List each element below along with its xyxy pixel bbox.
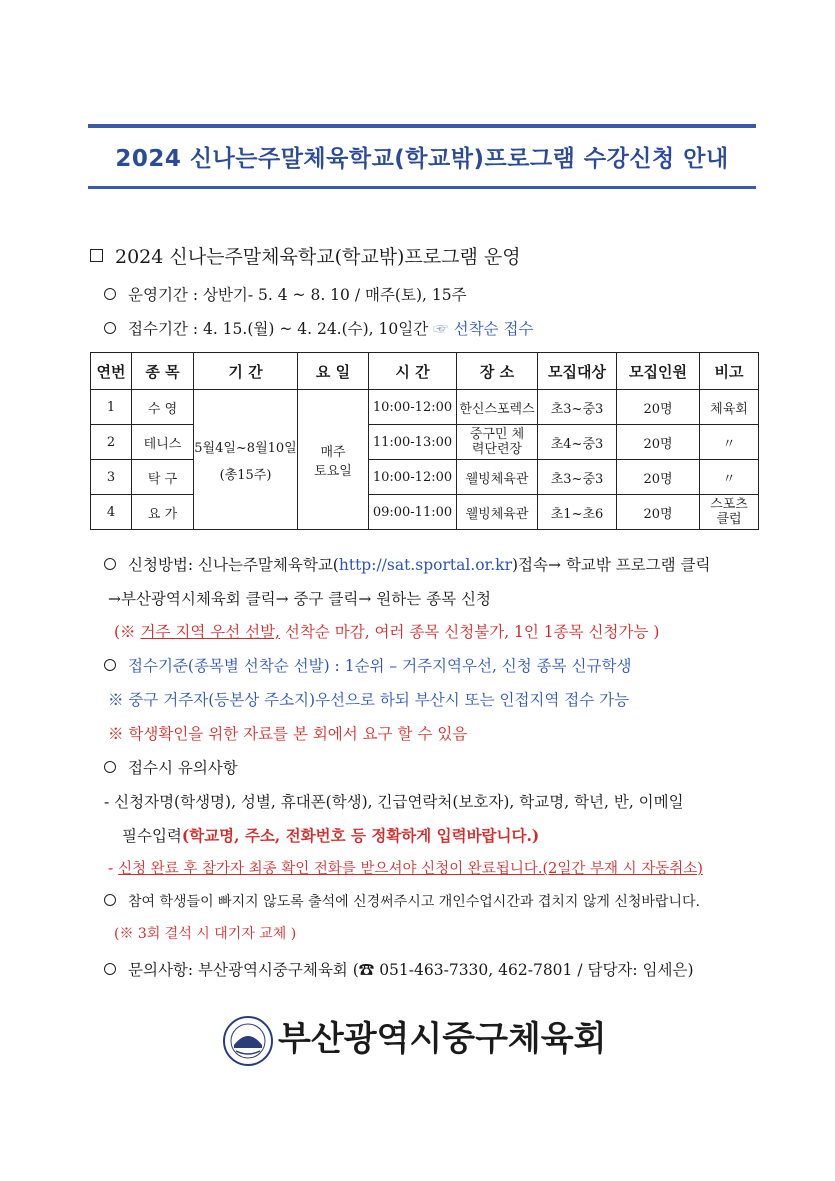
cell-sport: 수 영 (132, 390, 194, 425)
header-count: 모집인원 (617, 353, 700, 390)
page-title: 2024 신나는주말체육학교(학교밖)프로그램 수강신청 안내 (115, 146, 729, 172)
cell-sport: 테니스 (132, 425, 194, 460)
cell-note: 체육회 (700, 390, 759, 425)
cell-sport: 요 가 (132, 495, 194, 530)
caution1-line2 (122, 824, 539, 846)
cell-count: 20명 (617, 495, 700, 530)
cell-target: 초4~중3 (538, 425, 617, 460)
cell-no: 1 (91, 390, 132, 425)
participation-line (104, 891, 700, 911)
caution2-dash: - (108, 859, 119, 877)
note1-line (114, 620, 659, 642)
cell-time: 10:00-12:00 (369, 390, 457, 425)
cell-note: 〃 (700, 425, 759, 460)
cell-time: 11:00-13:00 (369, 425, 457, 460)
reception-text: 접수기간 : 4. 15.(월) ~ 4. 24.(수), 10일간 (128, 320, 429, 338)
circle-bullet-icon (104, 963, 116, 975)
circle-bullet-icon (104, 288, 116, 300)
cell-time: 10:00-12:00 (369, 460, 457, 495)
cell-target: 초3~중3 (538, 460, 617, 495)
period-text: 운영기간 : 상반기- 5. 4 ~ 8. 10 / 매주(토), 15주 (128, 286, 467, 304)
caution1-prefix: 필수입력 (122, 827, 182, 845)
note3-line: ※ 학생확인을 위한 자료를 본 회에서 요구 할 수 있음 (108, 725, 468, 743)
table-row (91, 390, 759, 425)
square-bullet-icon (90, 249, 103, 262)
absence-note: (※ 3회 결석 시 대기자 교체 ) (114, 926, 297, 942)
header-target: 모집대상 (538, 353, 617, 390)
table-row (91, 495, 759, 530)
note2-line: ※ 중구 거주자(등본상 주소지)우선으로 하되 부산시 또는 인접지역 접수 가능 (108, 691, 630, 709)
cell-note: 스포츠 클럽 (700, 495, 759, 530)
period-total: (총15주) (219, 467, 272, 483)
circle-bullet-icon (104, 659, 116, 671)
caution-heading (104, 756, 238, 778)
inquiry-prefix: 문의사항: 부산광역시중구체육회 ( (128, 961, 359, 979)
circle-bullet-icon (104, 322, 116, 334)
header-place: 장 소 (457, 353, 538, 390)
header-no: 연번 (91, 353, 132, 390)
circle-bullet-icon (104, 761, 116, 773)
cell-place: 중구민 체력단련장 (457, 425, 538, 460)
cell-count: 20명 (617, 460, 700, 495)
note1-rest: 선착순 마감, 여러 종목 신청불가, 1인 1종목 신청가능 ) (279, 623, 660, 641)
apply-method-line (104, 553, 711, 575)
caution2-underlined: 신청 완료 후 참가자 최종 확인 전화를 받으셔야 신청이 완료됩니다.(2일간 부재 시 자동취소) (118, 861, 703, 877)
cell-place: 웰빙체육관 (457, 460, 538, 495)
day-line2: 토요일 (314, 463, 352, 479)
apply-method-prefix: 신청방법: 신나는주말체육학교( (128, 556, 339, 574)
cell-count: 20명 (617, 425, 700, 460)
section-heading (90, 242, 521, 269)
header-day: 요 일 (298, 353, 369, 390)
caution2-line (108, 857, 703, 878)
cell-sport: 탁 구 (132, 460, 194, 495)
circle-bullet-icon (104, 558, 116, 570)
cell-note: 〃 (700, 460, 759, 495)
header-time: 시 간 (369, 353, 457, 390)
cell-time: 09:00-11:00 (369, 495, 457, 530)
bottom-rule (88, 186, 756, 189)
cell-day (298, 390, 369, 530)
criteria-line (104, 654, 631, 676)
inquiry-line (104, 958, 694, 980)
cell-no: 2 (91, 425, 132, 460)
header-note: 비고 (700, 353, 759, 390)
cell-no: 4 (91, 495, 132, 530)
header-period: 기 간 (194, 353, 298, 390)
organization-emblem-icon (222, 1015, 274, 1067)
reception-note: 선착순 접수 (453, 320, 534, 338)
program-table (90, 352, 759, 530)
criteria-text: 접수기준(종목별 선착순 선발) : 1순위 – 거주지역우선, 신청 종목 신규학생 (128, 657, 632, 675)
note1-open: (※ (114, 623, 141, 641)
period-line (104, 283, 467, 305)
reception-line (104, 317, 533, 339)
participation-text: 참여 학생들이 빠지지 않도록 출석에 신경써주시고 개인수업시간과 겹치지 않게 신청바랍니다. (128, 894, 700, 910)
apply-method-suffix: )접속→ 학교밖 프로그램 클릭 (511, 556, 711, 574)
apply-url-link[interactable]: http://sat.sportal.or.kr (338, 556, 512, 574)
table-header-row (91, 353, 759, 390)
cell-target: 초3~중3 (538, 390, 617, 425)
cell-count: 20명 (617, 390, 700, 425)
inquiry-suffix: 051-463-7330, 462-7801 / 담당자: 임세은) (374, 961, 694, 979)
cell-place: 한신스포렉스 (457, 390, 538, 425)
caution-heading-text: 접수시 유의사항 (128, 759, 238, 777)
table-row (91, 460, 759, 495)
organization-name: 부산광역시중구체육회 (278, 1019, 607, 1059)
cell-place: 웰빙체육관 (457, 495, 538, 530)
header-sport: 종 목 (132, 353, 194, 390)
caution1-line1: - 신청자명(학생명), 성별, 휴대폰(학생), 긴급연락처(보호자), 학교명, 학년, 반, 이메일 (104, 793, 684, 811)
cell-no: 3 (91, 460, 132, 495)
circle-bullet-icon (104, 894, 116, 906)
phone-icon: ☎ (358, 961, 375, 979)
top-rule (88, 124, 756, 128)
caution1-red: (학교명, 주소, 전화번호 등 정확하게 입력바랍니다.) (181, 826, 540, 845)
apply-method-line2: →부산광역시체육회 클릭→ 중구 클릭→ 원하는 종목 신청 (108, 590, 491, 608)
note1-underlined: 거주 지역 우선 선발, (140, 623, 280, 641)
cell-period (194, 390, 298, 530)
period-text: 5월4일~8월10일 (194, 440, 297, 456)
section-heading-text: 2024 신나는주말체육학교(학교밖)프로그램 운영 (115, 246, 521, 268)
cell-target: 초1~초6 (538, 495, 617, 530)
pointing-hand-icon: ☞ (433, 320, 449, 338)
table-row (91, 425, 759, 460)
day-line1: 매주 (320, 444, 346, 460)
